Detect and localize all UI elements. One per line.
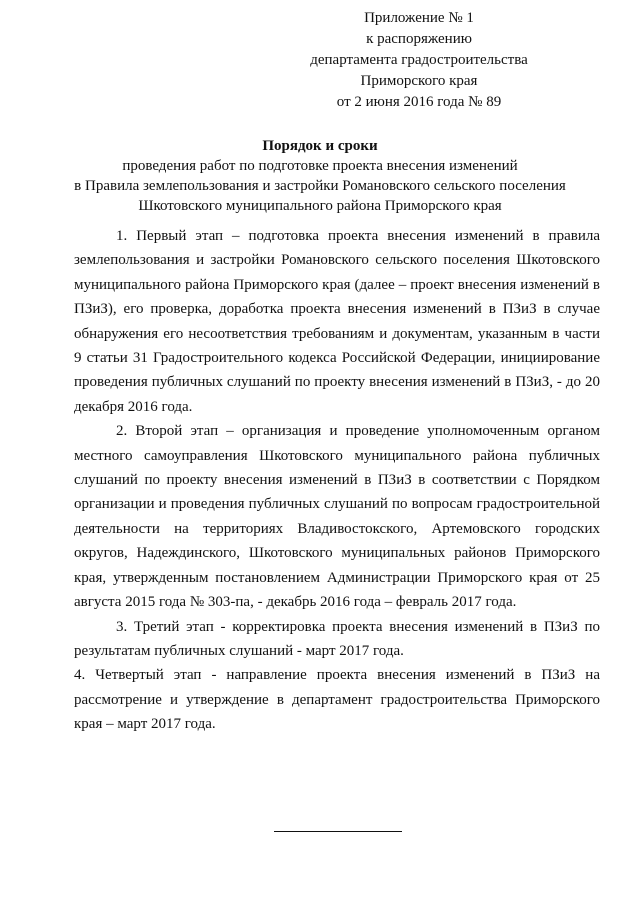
approval-reference: к распоряжению	[366, 31, 472, 47]
end-divider-line	[274, 831, 402, 832]
approval-date-number: от 2 июня 2016 года № 89	[336, 94, 502, 110]
subtitle-line: в Правила землепользования и застройки Романовского сельского поселения	[74, 178, 566, 194]
approval-region: Приморского края	[360, 73, 478, 89]
stage-4-paragraph: 4. Четвертый этап - направление проекта внесения изменений в ПЗиЗ на рассмотрение и утверждение в департамент градостроительства Приморского края – март 2017 года.	[74, 667, 600, 733]
approval-appendix-number: Приложение № 1	[364, 10, 474, 26]
stage-3-paragraph: 3. Третий этап - корректировка проекта внесения изменений в ПЗиЗ по результатам публичных слушаний - март 2017 года.	[74, 618, 600, 659]
document-title: Порядок и сроки	[262, 138, 378, 154]
stage-1-paragraph: 1. Первый этап – подготовка проекта внесения изменений в правила землепользования и застройки Романовского сельского поселения Шкотовского муниципального района Приморского края (далее – проект внесения изменений в ПЗиЗ), его проверка, доработка проекта внесения изменений в ПЗиЗ в случае обнаружения его несоответствия требованиям и документам, указанным в части 9 статьи 31 Градостроительного кодекса Российской Федерации, инициирование проведения публичных слушаний по проекту внесения изменений в ПЗиЗ, - до 20 декабря 2016 года.	[74, 228, 600, 415]
stage-2-paragraph: 2. Второй этап – организация и проведение уполномоченным органом местного самоуправления Шкотовского муниципального района публичных слушаний по проекту внесения изменений в ПЗиЗ в соответствии с Порядком организации и проведения публичных слушаний по вопросам градостроительной деятельности на территориях Владивостокского, Артемовского городских округов, Надеждинского, Шкотовского муниципальных районов Приморского края, утвержденным постановлением Администрации Приморского края от 25 августа 2015 года № 303-па, - декабрь 2016 года – февраль 2017 года.	[74, 423, 600, 611]
subtitle-line: проведения работ по подготовке проекта внесения изменений	[122, 158, 518, 174]
document-subtitle	[0, 156, 640, 216]
approval-department: департамента градостроительства	[310, 52, 528, 68]
document-body	[74, 224, 600, 737]
subtitle-line: Шкотовского муниципального района Приморского края	[138, 198, 502, 214]
approval-block	[294, 8, 544, 113]
